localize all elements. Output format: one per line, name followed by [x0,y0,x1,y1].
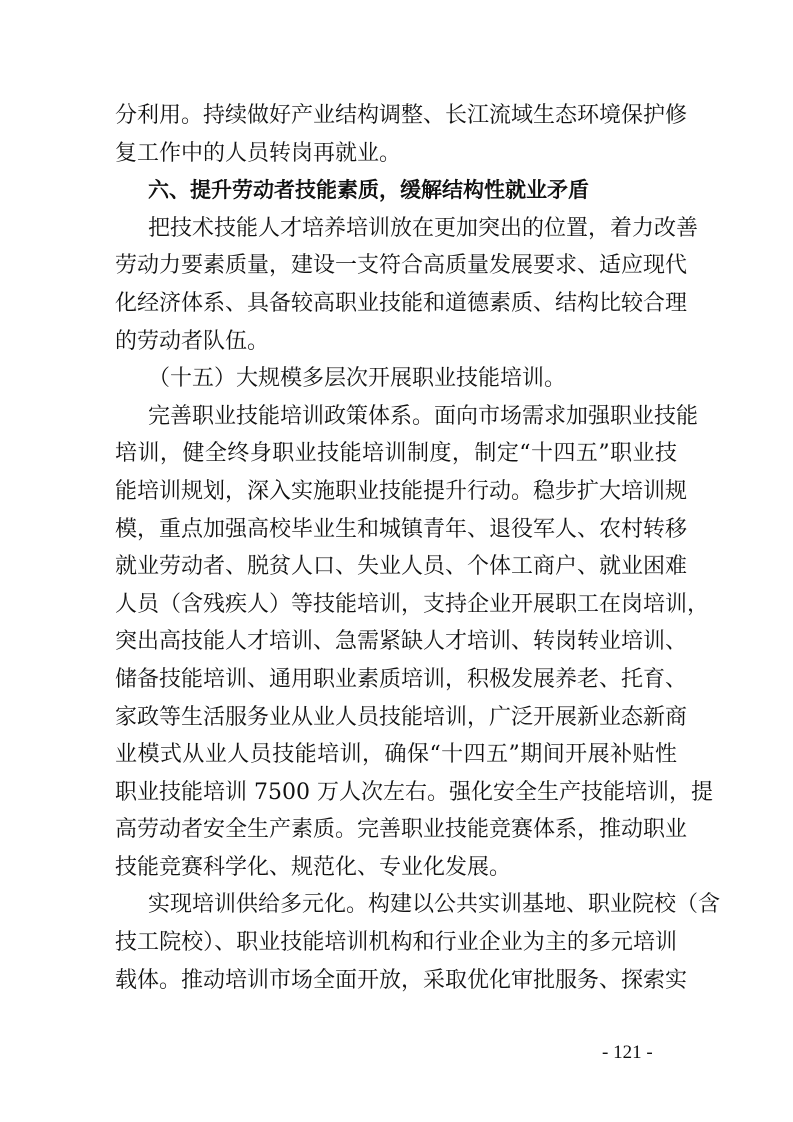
paragraph-line: 业模式从业人员技能培训，确保“十四五”期间开展补贴性 [115,742,677,768]
paragraph-line: 培训，健全终身职业技能培训制度，制定“十四五”职业技 [115,441,677,467]
paragraph-line: 技能竞赛科学化、规范化、专业化发展。 [115,854,512,880]
paragraph-line: 分利用。持续做好产业结构调整、长江流域生态环境保护修 [115,103,688,128]
paragraph-line: 化经济体系、具备较高职业技能和道德素质、结构比较合理 [115,290,688,316]
page-number: - 121 - [602,1042,653,1063]
paragraph-line: 职业技能培训 7500 万人次左右。强化安全生产技能培训，提 [115,779,713,805]
paragraph-line: 的劳动者队伍。 [115,328,270,354]
paragraph-line: 载体。推动培训市场全面开放，采取优化审批服务、探索实 [115,967,688,993]
paragraph-line: 复工作中的人员转岗再就业。 [115,140,402,166]
subsection-heading: （十五）大规模多层次开展职业技能培训。 [148,366,567,392]
paragraph-line: 劳动力要素质量，建设一支符合高质量发展要求、适应现代 [115,253,688,279]
paragraph-line: 实现培训供给多元化。构建以公共实训基地、职业院校（含 [148,892,721,918]
paragraph-line: 能培训规划，深入实施职业技能提升行动。稳步扩大培训规 [115,478,688,504]
paragraph-line: 储备技能培训、通用职业素质培训，积极发展养老、托育、 [115,666,688,692]
paragraph-line: 人员（含残疾人）等技能培训，支持企业开展职工在岗培训， [115,591,710,617]
document-body [115,97,721,999]
paragraph-line: 技工院校）、职业技能培训机构和行业企业为主的多元培训 [115,930,677,956]
paragraph-line: 高劳动者安全生产素质。完善职业技能竞赛体系，推动职业 [115,817,688,843]
section-heading: 六、提升劳动者技能素质，缓解结构性就业矛盾 [148,178,589,203]
paragraph-line: 突出高技能人才培训、急需紧缺人才培训、转岗转业培训、 [115,629,688,655]
paragraph-line: 家政等生活服务业从业人员技能培训，广泛开展新业态新商 [115,704,688,730]
paragraph-line: 完善职业技能培训政策体系。面向市场需求加强职业技能 [148,403,699,429]
paragraph-line: 模，重点加强高校毕业生和城镇青年、退役军人、农村转移 [115,516,688,542]
paragraph-line: 把技术技能人才培养培训放在更加突出的位置，着力改善 [148,215,699,241]
paragraph-line: 就业劳动者、脱贫人口、失业人员、个体工商户、就业困难 [115,554,688,580]
